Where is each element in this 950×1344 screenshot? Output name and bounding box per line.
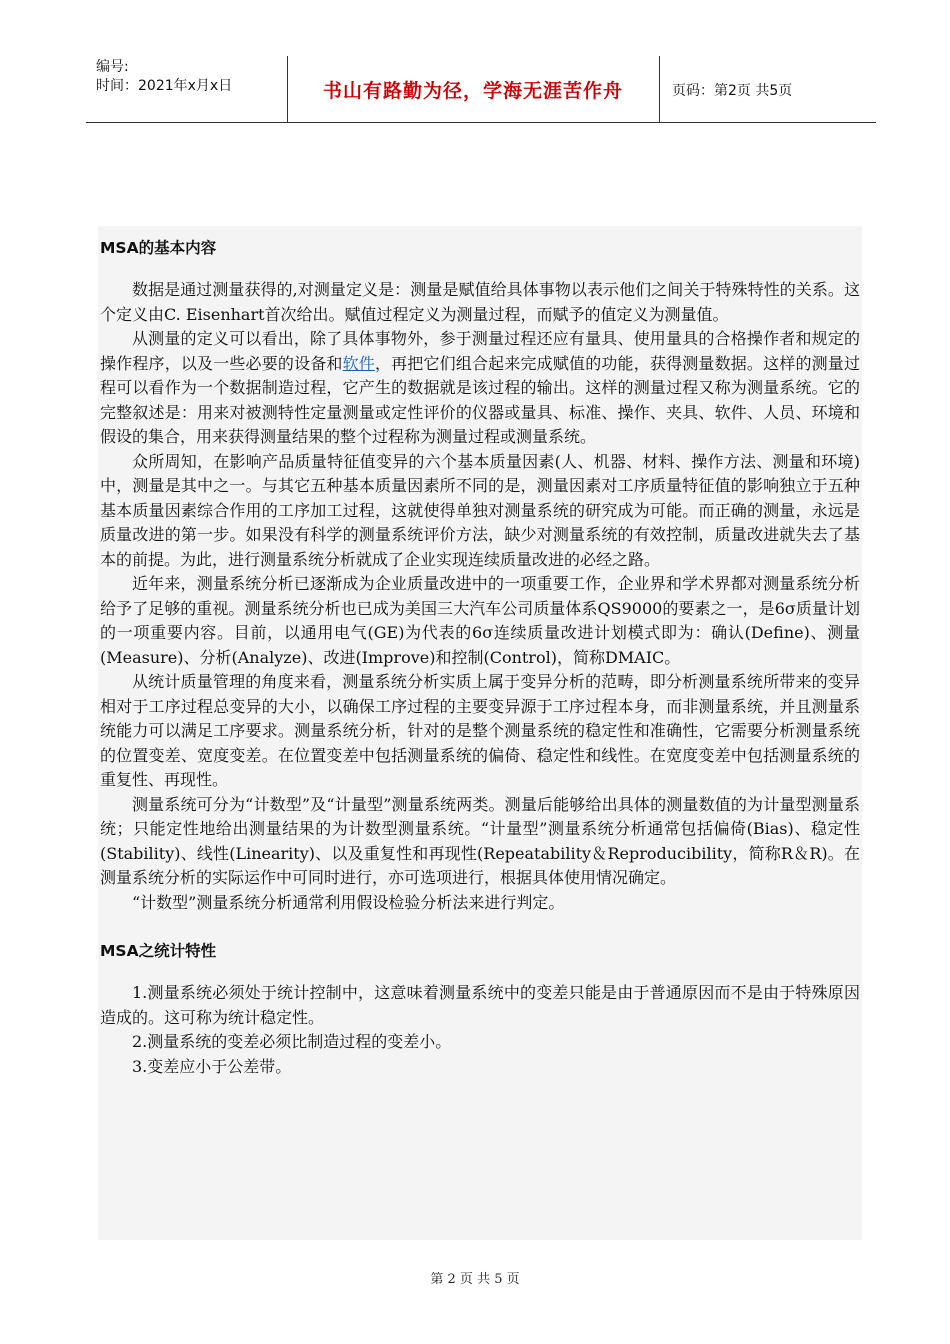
spacer <box>100 967 860 981</box>
paragraph: 众所周知，在影响产品质量特征值变异的六个基本质量因素(人、机器、材料、操作方法、测量和环境)中，测量是其中之一。与其它五种基本质量因素所不同的是，测量因素对工序质量特征值的影响独立于五种基本质量因素综合作用的工序加工过程，这就使得单独对测量系统的研究成为可能。而正确的测量，永远是质量改进的第一步。如果没有科学的测量系统评价方法，缺少对测量系统的有效控制，质量改进就失去了基本的前提。为此，进行测量系统分析就成了企业实现连续质量改进的必经之路。 <box>100 451 860 569</box>
section-heading-statistics: MSA之统计特性 <box>100 942 217 960</box>
header-rule <box>86 122 876 123</box>
paragraph: 测量系统可分为“计数型”及“计量型”测量系统两类。测量后能够给出具体的测量数值的为计量型测量系统；只能定性地给出测量结果的为计数型测量系统。“计量型”测量系统分析通常包括偏倚(Bias)、稳定性(Stability)、线性(Linearity)、以及重复性和再现性(Repeatability＆Reproducibility，简称R＆R)。在测量系统分析的实际运作中可同时进行，亦可选项进行，根据具体使用情况确定。 <box>100 794 860 887</box>
spacer <box>100 915 860 929</box>
software-link[interactable]: 软件 <box>342 353 375 373</box>
section-heading-basic: MSA的基本内容 <box>100 239 217 257</box>
header-divider-right <box>659 56 660 122</box>
page-footer: 第 2 页 共 5 页 <box>430 1272 520 1287</box>
paragraph-text: ，再把它们组合起来完成赋值的功能，获得测量数据。这样的测量过程可以看作为一个数据制造过程，它产生的数据就是该过程的输出。这样的测量过程又称为测量系统。它的完整叙述是：用来对被测特性定量测量或定性评价的仪器或量具、标准、操作、夹具、软件、人员、环境和假设的集合，用来获得测量结果的整个过程称为测量过程或测量系统。 <box>100 353 860 446</box>
list-item: 2.测量系统的变差必须比制造过程的变差小。 <box>132 1032 452 1051</box>
document-body <box>100 226 860 1079</box>
header-page-info: 页码：第2页 共5页 <box>672 83 793 99</box>
paragraph-with-link <box>100 327 860 450</box>
paragraph: 从统计质量管理的角度来看，测量系统分析实质上属于变异分析的范畴，即分析测量系统所带来的变异相对于工序过程总变异的大小，以确保工序过程的主要变异源于工序过程本身，而非测量系统，并且测量系统能力可以满足工序要求。测量系统分析，针对的是整个测量系统的稳定性和准确性，它需要分析测量系统的位置变差、宽度变差。在位置变差中包括测量系统的偏倚、稳定性和线性。在宽度变差中包括测量系统的重复性、再现性。 <box>100 672 860 789</box>
list-item: 3.变差应小于公差带。 <box>132 1056 292 1076</box>
header-meta <box>96 58 232 96</box>
document-number-label: 编号: <box>96 59 129 75</box>
paragraph-text: 从测量的定义可以看出，除了具体事物外，参于测量过程还应有量具、使用量具的合格操作者和规定的操作程序，以及一些必要的设备和 <box>100 329 860 373</box>
list-item: 1.测量系统必须处于统计控制中，这意味着测量系统中的变差只能是由于普通原因而不是由于特殊原因造成的。这可称为统计稳定性。 <box>100 983 860 1027</box>
paragraph: “计数型”测量系统分析通常利用假设检验分析法来进行判定。 <box>132 892 565 912</box>
header-motto: 书山有路勤为径，学海无涯苦作舟 <box>322 80 623 102</box>
section-statistics-content <box>100 981 860 1079</box>
paragraph: 近年来，测量系统分析已逐渐成为企业质量改进中的一项重要工作，企业界和学术界都对测量系统分析给予了足够的重视。测量系统分析也已成为美国三大汽车公司质量体系QS9000的要素之一，是6σ质量计划的一项重要内容。目前，以通用电气(GE)为代表的6σ连续质量改进计划模式即为：确认(Define)、测量(Measure)、分析(Analyze)、改进(Improve)和控制(Control)，简称DMAIC。 <box>100 574 860 667</box>
paragraph: 数据是通过测量获得的,对测量定义是：测量是赋值给具体事物以表示他们之间关于特殊特性的关系。这个定义由C. Eisenhart首次给出。赋值过程定义为测量过程，而赋予的值定义为测量值。 <box>100 280 860 324</box>
document-time-label: 时间：2021年x月x日 <box>96 78 233 94</box>
spacer <box>100 264 860 278</box>
section-basic-content <box>100 278 860 915</box>
